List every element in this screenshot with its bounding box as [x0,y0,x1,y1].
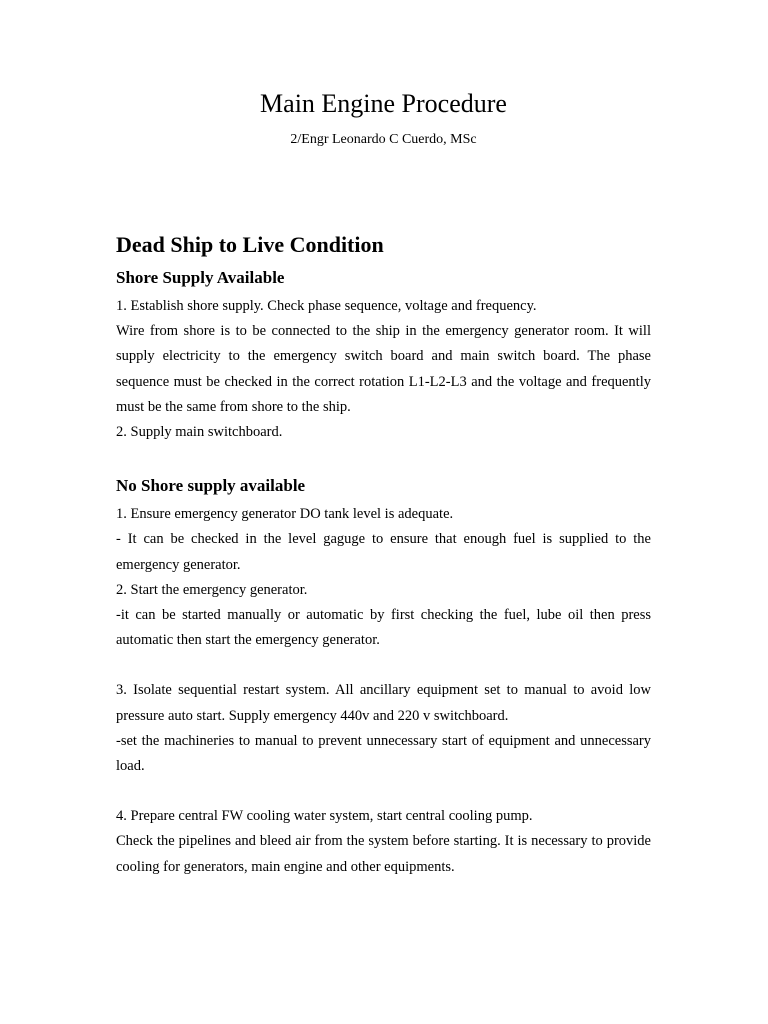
subheading-shore-supply: Shore Supply Available [116,268,285,287]
no-shore-step-2: 2. Start the emergency generator. [116,581,308,598]
paragraph-spacer [116,779,651,804]
shore-step-1-detail: Wire from shore is to be connected to the ship in the emergency generator room. It will supply electricity to the emergency switch board and main switch board. The phase sequence must be checked in the correct rotation L1-L2-L3 and the voltage and frequently must be the same from shore to the ship. [116,323,651,415]
subheading-no-shore-supply: No Shore supply available [116,476,306,496]
no-shore-step-3: 3. Isolate sequential restart system. All ancillary equipment set to manual to avoid low pressure auto start. Supply emergency 440v and 220 v switchboard. [116,682,651,724]
no-shore-step-2-detail: -it can be started manually or automatic by first checking the fuel, lube oil then press automatic then start the emergency generator. [116,607,651,649]
no-shore-step-4: 4. Prepare central FW cooling water system, start central cooling pump. [116,808,533,825]
section-heading-dead-ship: Dead Ship to Live Condition [116,232,384,257]
no-shore-step-3-detail: -set the machineries to manual to prevent unnecessary start of equipment and unnecessary load. [116,732,651,775]
no-shore-step-1: 1. Ensure emergency generator DO tank level is adequate. [116,506,454,523]
no-shore-step-1-detail: - It can be checked in the level gaguge to ensure that enough fuel is supplied to the emergency generator. [116,531,651,573]
shore-step-2: 2. Supply main switchboard. [116,424,283,441]
shore-step-1: 1. Establish shore supply. Check phase sequence, voltage and frequency. [116,298,537,314]
paragraph-spacer [116,653,651,678]
no-shore-step-4-detail: Check the pipelines and bleed air from the system before starting. It is necessary to provide cooling for generators, main engine and other equipments. [116,833,651,875]
document-author: 2/Engr Leonardo C Cuerdo, MSc [290,132,477,147]
document-title: Main Engine Procedure [260,89,507,118]
